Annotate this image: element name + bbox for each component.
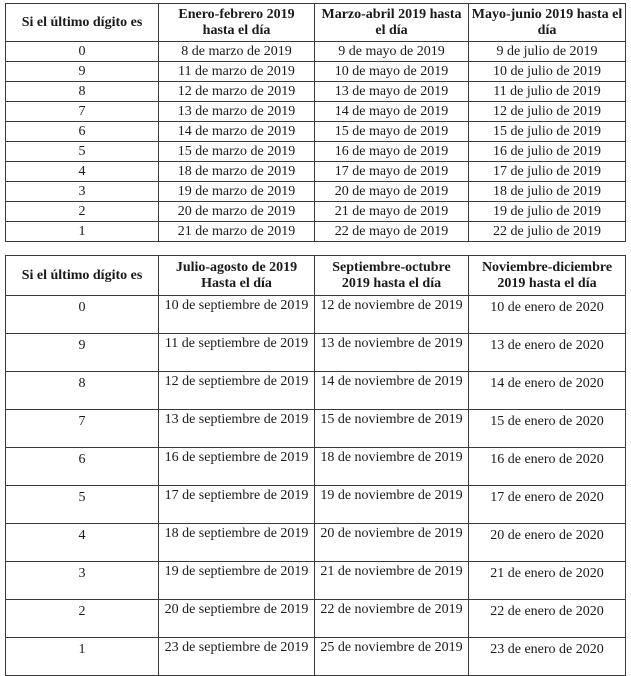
digit-cell: 9: [6, 334, 159, 372]
date-cell: 14 de marzo de 2019: [159, 122, 315, 142]
date-cell: 20 de septiembre de 2019: [159, 600, 315, 638]
date-cell: 12 de noviembre de 2019: [315, 296, 469, 334]
date-cell: 9 de julio de 2019: [469, 42, 626, 62]
date-cell: 20 de noviembre de 2019: [315, 524, 469, 562]
date-cell: 22 de noviembre de 2019: [315, 600, 469, 638]
date-cell: 21 de marzo de 2019: [159, 222, 315, 242]
digit-cell: 6: [6, 122, 159, 142]
date-cell: 10 de julio de 2019: [469, 62, 626, 82]
digit-cell: 3: [6, 562, 159, 600]
table-row: [6, 82, 626, 102]
table-row: [6, 222, 626, 242]
digit-cell: 0: [6, 296, 159, 334]
date-cell: 17 de julio de 2019: [469, 162, 626, 182]
date-cell: 12 de septiembre de 2019: [159, 372, 315, 410]
table-row: [6, 296, 626, 334]
date-cell: 19 de julio de 2019: [469, 202, 626, 222]
date-cell: 13 de marzo de 2019: [159, 102, 315, 122]
date-cell: 12 de julio de 2019: [469, 102, 626, 122]
date-cell: 21 de mayo de 2019: [315, 202, 469, 222]
header-jul-aug: Julio-agosto de 2019 Hasta el día: [159, 256, 315, 296]
table-row: [6, 62, 626, 82]
date-cell: 13 de septiembre de 2019: [159, 410, 315, 448]
date-cell: 21 de enero de 2020: [469, 562, 626, 600]
date-cell: 18 de julio de 2019: [469, 182, 626, 202]
header-nov-dec: Noviembre-diciembre 2019 hasta el día: [469, 256, 626, 296]
date-cell: 17 de septiembre de 2019: [159, 486, 315, 524]
table-row: [6, 202, 626, 222]
date-cell: 14 de mayo de 2019: [315, 102, 469, 122]
digit-cell: 7: [6, 102, 159, 122]
deadline-table-second-semester: [5, 255, 626, 676]
date-cell: 20 de mayo de 2019: [315, 182, 469, 202]
date-cell: 15 de mayo de 2019: [315, 122, 469, 142]
date-cell: 23 de septiembre de 2019: [159, 638, 315, 676]
digit-cell: 2: [6, 600, 159, 638]
digit-cell: 9: [6, 62, 159, 82]
table-row: [6, 122, 626, 142]
table-row: [6, 142, 626, 162]
digit-cell: 8: [6, 82, 159, 102]
date-cell: 18 de marzo de 2019: [159, 162, 315, 182]
digit-cell: 5: [6, 486, 159, 524]
date-cell: 22 de enero de 2020: [469, 600, 626, 638]
digit-cell: 1: [6, 638, 159, 676]
table-row: [6, 372, 626, 410]
date-cell: 10 de mayo de 2019: [315, 62, 469, 82]
table-row: [6, 162, 626, 182]
digit-cell: 0: [6, 42, 159, 62]
digit-cell: 3: [6, 182, 159, 202]
date-cell: 18 de noviembre de 2019: [315, 448, 469, 486]
date-cell: 14 de enero de 2020: [469, 372, 626, 410]
date-cell: 15 de julio de 2019: [469, 122, 626, 142]
date-cell: 17 de enero de 2020: [469, 486, 626, 524]
date-cell: 16 de septiembre de 2019: [159, 448, 315, 486]
date-cell: 11 de septiembre de 2019: [159, 334, 315, 372]
table-row: [6, 448, 626, 486]
date-cell: 17 de mayo de 2019: [315, 162, 469, 182]
table-row: [6, 102, 626, 122]
date-cell: 19 de septiembre de 2019: [159, 562, 315, 600]
table-row: [6, 524, 626, 562]
table-row: [6, 638, 626, 676]
date-cell: 20 de enero de 2020: [469, 524, 626, 562]
digit-cell: 1: [6, 222, 159, 242]
date-cell: 21 de noviembre de 2019: [315, 562, 469, 600]
table-row: [6, 334, 626, 372]
date-cell: 23 de enero de 2020: [469, 638, 626, 676]
header-last-digit: Si el último dígito es: [6, 256, 159, 296]
date-cell: 11 de julio de 2019: [469, 82, 626, 102]
date-cell: 20 de marzo de 2019: [159, 202, 315, 222]
date-cell: 16 de mayo de 2019: [315, 142, 469, 162]
deadline-table-first-semester: [5, 3, 626, 242]
table-header-row: [6, 256, 626, 296]
date-cell: 15 de marzo de 2019: [159, 142, 315, 162]
header-may-jun: Mayo-junio 2019 hasta el día: [469, 4, 626, 42]
table-row: [6, 600, 626, 638]
date-cell: 16 de enero de 2020: [469, 448, 626, 486]
digit-cell: 8: [6, 372, 159, 410]
date-cell: 11 de marzo de 2019: [159, 62, 315, 82]
table-row: [6, 182, 626, 202]
date-cell: 14 de noviembre de 2019: [315, 372, 469, 410]
date-cell: 19 de noviembre de 2019: [315, 486, 469, 524]
digit-cell: 5: [6, 142, 159, 162]
date-cell: 10 de septiembre de 2019: [159, 296, 315, 334]
digit-cell: 4: [6, 524, 159, 562]
digit-cell: 7: [6, 410, 159, 448]
date-cell: 13 de enero de 2020: [469, 334, 626, 372]
date-cell: 13 de mayo de 2019: [315, 82, 469, 102]
date-cell: 16 de julio de 2019: [469, 142, 626, 162]
date-cell: 12 de marzo de 2019: [159, 82, 315, 102]
date-cell: 9 de mayo de 2019: [315, 42, 469, 62]
table-row: [6, 562, 626, 600]
date-cell: 13 de noviembre de 2019: [315, 334, 469, 372]
date-cell: 25 de noviembre de 2019: [315, 638, 469, 676]
table-row: [6, 486, 626, 524]
date-cell: 15 de enero de 2020: [469, 410, 626, 448]
header-mar-apr: Marzo-abril 2019 hasta el día: [315, 4, 469, 42]
date-cell: 22 de mayo de 2019: [315, 222, 469, 242]
table-row: [6, 410, 626, 448]
table-row: [6, 42, 626, 62]
date-cell: 22 de julio de 2019: [469, 222, 626, 242]
date-cell: 10 de enero de 2020: [469, 296, 626, 334]
date-cell: 8 de marzo de 2019: [159, 42, 315, 62]
digit-cell: 2: [6, 202, 159, 222]
date-cell: 18 de septiembre de 2019: [159, 524, 315, 562]
digit-cell: 4: [6, 162, 159, 182]
header-last-digit: Si el último dígito es: [6, 4, 159, 42]
header-sep-oct: Septiembre-octubre 2019 hasta el día: [315, 256, 469, 296]
date-cell: 15 de noviembre de 2019: [315, 410, 469, 448]
table-header-row: [6, 4, 626, 42]
date-cell: 19 de marzo de 2019: [159, 182, 315, 202]
header-jan-feb: Enero-febrero 2019 hasta el día: [159, 4, 315, 42]
digit-cell: 6: [6, 448, 159, 486]
